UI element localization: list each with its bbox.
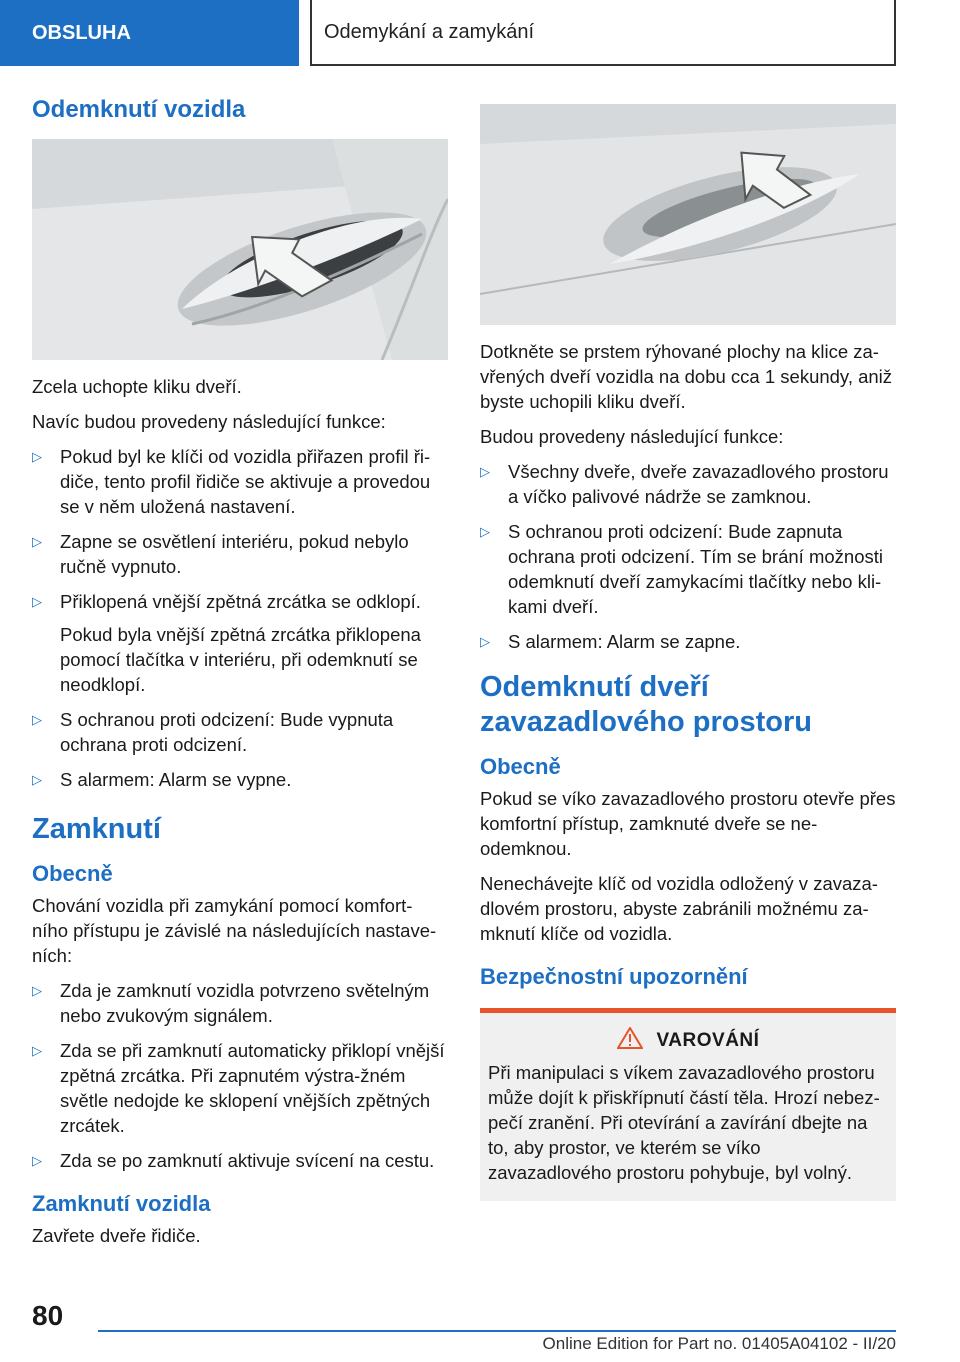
section-tab	[0, 0, 299, 66]
close-door-text: Zavřete dveře řidiče.	[32, 1225, 201, 1247]
page-header-title	[312, 0, 896, 66]
warning-triangle-icon	[617, 1027, 643, 1054]
list-item: ▷ Zapne se osvětlení interiéru, pokud nebylo ručně vypnuto.	[32, 530, 409, 577]
triangle-bullet-icon: ▷	[32, 533, 42, 549]
footer-divider	[98, 1330, 896, 1332]
general-text: Chování vozidla při zamykání pomocí komfort-ního přístupu je závislé na následujících nastave-ních:	[32, 894, 437, 966]
left-column	[32, 96, 448, 1258]
warning-text: Při manipulaci s víkem zavazadlového prostoru může dojít k přiskřípnutí částí těla. Hrozí nebez-pečí zranění. Při otevírání a zavírání dbejte na to, aby prostor, ve kterém se víko zavazadlového prostoru pohybuje, byl volný.	[488, 1062, 880, 1184]
list-item: ▷ Všechny dveře, dveře zavazadlového prostoru a víčko palivové nádrže se zamknou.	[480, 461, 889, 507]
triangle-bullet-icon: ▷	[480, 464, 490, 479]
chapter-title: Odemykání a zamykání	[324, 20, 535, 43]
safety-heading: Bezpečnostní upozornění	[480, 963, 748, 989]
lock-vehicle-heading: Zamknutí vozidla	[32, 1190, 211, 1216]
grab-instruction: Zcela uchopte kliku dveří.	[32, 375, 242, 397]
list-item: ▷ Zda se po zamknutí aktivuje svícení na cestu.	[32, 1149, 435, 1171]
lock-settings-list	[32, 978, 448, 1173]
lock-heading: Zamknutí	[32, 812, 161, 845]
touch-instruction: Dotkněte se prstem rýhované plochy na klice za-vřených dveří vozidla na dobu cca 1 sekundy, aniž byste uchopili kliku dveří.	[480, 341, 893, 412]
triangle-bullet-icon: ▷	[32, 711, 42, 727]
triangle-bullet-icon: ▷	[32, 593, 42, 609]
triangle-bullet-icon: ▷	[32, 771, 42, 787]
section-label: OBSLUHA	[32, 21, 131, 44]
lock-function-list	[480, 459, 896, 654]
list-item: ▷ Zda je zamknutí vozidla potvrzeno světelným nebo zvukovým signálem.	[32, 979, 430, 1026]
triangle-bullet-icon: ▷	[32, 448, 42, 464]
warning-title: VAROVÁNÍ	[656, 1029, 760, 1051]
unlock-function-list	[32, 444, 448, 614]
list-item: ▷ S ochranou proti odcizení: Bude zapnuta ochrana proti odcizení. Tím se brání možnosti odemknutí dveří zamykacími tlačítky nebo kli-kami dveří.	[480, 521, 883, 617]
list-item: ▷ S alarmem: Alarm se zapne.	[480, 631, 741, 652]
mirror-note: Pokud byla vnější zpětná zrcátka přiklopena pomocí tlačítka v interiéru, při odemknutí se neodklopí.	[60, 623, 421, 695]
general-heading: Obecně	[480, 753, 561, 779]
general-heading: Obecně	[32, 860, 113, 886]
list-item: ▷ Pokud byl ke klíči od vozidla přiřazen profil ři-diče, tento profil řidiče se aktivuje a provedou se v něm uložená nastavení.	[32, 445, 431, 517]
triangle-bullet-icon: ▷	[32, 1042, 42, 1058]
edition-footer: Online Edition for Part no. 01405A04102 - II/20	[542, 1334, 896, 1353]
page-number: 80	[32, 1300, 64, 1331]
right-column	[480, 104, 896, 1201]
list-item: ▷ Přiklopená vnější zpětná zrcátka se odklopí.	[32, 590, 421, 612]
door-handle-grab-illustration	[32, 139, 448, 360]
trunk-text-1: Pokud se víko zavazadlového prostoru otevře přes komfortní přístup, zamknuté dveře se ne-odemknou.	[480, 787, 896, 859]
triangle-bullet-icon: ▷	[32, 982, 42, 998]
door-handle-touch-illustration	[480, 104, 896, 325]
warning-box	[480, 1008, 896, 1201]
additional-functions-intro: Navíc budou provedeny následující funkce:	[32, 410, 386, 432]
triangle-bullet-icon: ▷	[480, 524, 490, 539]
triangle-bullet-icon: ▷	[32, 1152, 42, 1168]
list-item: ▷ S alarmem: Alarm se vypne.	[32, 768, 292, 790]
triangle-bullet-icon: ▷	[480, 634, 490, 649]
list-item: ▷ Zda se při zamknutí automaticky přiklopí vnější zpětná zrcátka. Při zapnutém výstra-žném světle nedojde ke sklopení vnějších zpětných zrcátek.	[32, 1039, 445, 1136]
trunk-unlock-heading: Odemknutí dveří zavazadlového prostoru	[480, 671, 812, 738]
functions-intro: Budou provedeny následující funkce:	[480, 426, 784, 447]
trunk-text-2: Nenechávejte klíč od vozidla odložený v zavaza-dlovém prostoru, abyste zabránili možnému za-mknutí klíče od vozidla.	[480, 872, 878, 944]
unlock-function-list-2	[32, 707, 448, 792]
warning-header	[488, 1027, 888, 1054]
unlock-heading: Odemknutí vozidla	[32, 96, 246, 123]
list-item: ▷ S ochranou proti odcizení: Bude vypnuta ochrana proti odcizení.	[32, 708, 394, 755]
